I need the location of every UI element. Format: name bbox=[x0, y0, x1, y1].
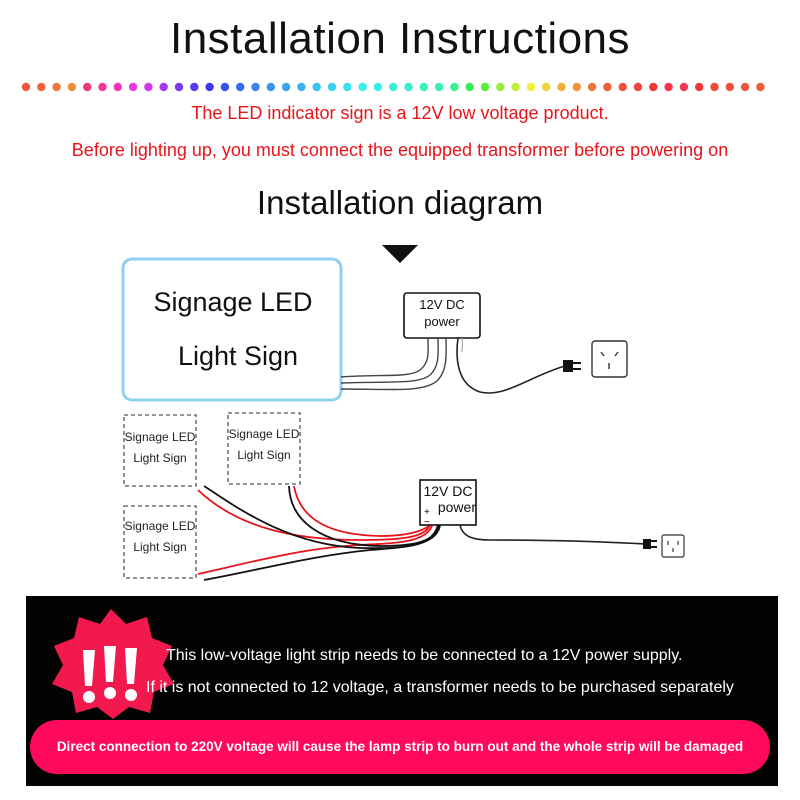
power-supply-1-cable bbox=[457, 338, 565, 393]
main-sign-label-1: Signage LED bbox=[153, 287, 313, 317]
notice-line-1: The LED indicator sign is a 12V low voltage product. bbox=[191, 103, 609, 123]
warning-badge-icon bbox=[46, 606, 176, 721]
wall-socket-icon-1 bbox=[592, 341, 627, 377]
small-sign-label-3: Signage LED Light Sign bbox=[124, 519, 196, 554]
warning-line-2: If it is not connected to 12 voltage, a transformer needs to be purchased separately bbox=[146, 679, 734, 696]
plug-icon-1 bbox=[563, 360, 581, 372]
polarity-marks: + − bbox=[424, 507, 430, 528]
power-supply-2-label: 12V DC + − power bbox=[420, 483, 476, 528]
notice-line-2: Before lighting up, you must connect the equipped transformer before powering on bbox=[71, 140, 729, 160]
diagram-title: Installation diagram bbox=[256, 184, 544, 221]
warning-line-1: This low-voltage light strip needs to be connected to a 12V power supply. bbox=[166, 647, 683, 664]
main-sign-box bbox=[123, 259, 341, 400]
main-sign-cable bbox=[341, 339, 446, 390]
small-sign-label-2: Signage LED Light Sign bbox=[228, 427, 300, 462]
power-supply-1-label: 12V DC power bbox=[419, 297, 465, 329]
plug-icon-2 bbox=[643, 539, 657, 549]
small-sign-label-1: Signage LED Light Sign bbox=[124, 430, 196, 465]
black-wires bbox=[204, 486, 440, 580]
wall-socket-icon-2 bbox=[662, 535, 684, 557]
down-arrow-icon bbox=[382, 245, 418, 263]
danger-banner: Direct connection to 220V voltage will cause the lamp strip to burn out and the whole strip will be damaged bbox=[30, 720, 770, 774]
main-sign-label-2: Light Sign bbox=[177, 341, 299, 371]
power-supply-2-cable bbox=[460, 525, 645, 544]
page-title: Installation Instructions bbox=[169, 14, 631, 63]
